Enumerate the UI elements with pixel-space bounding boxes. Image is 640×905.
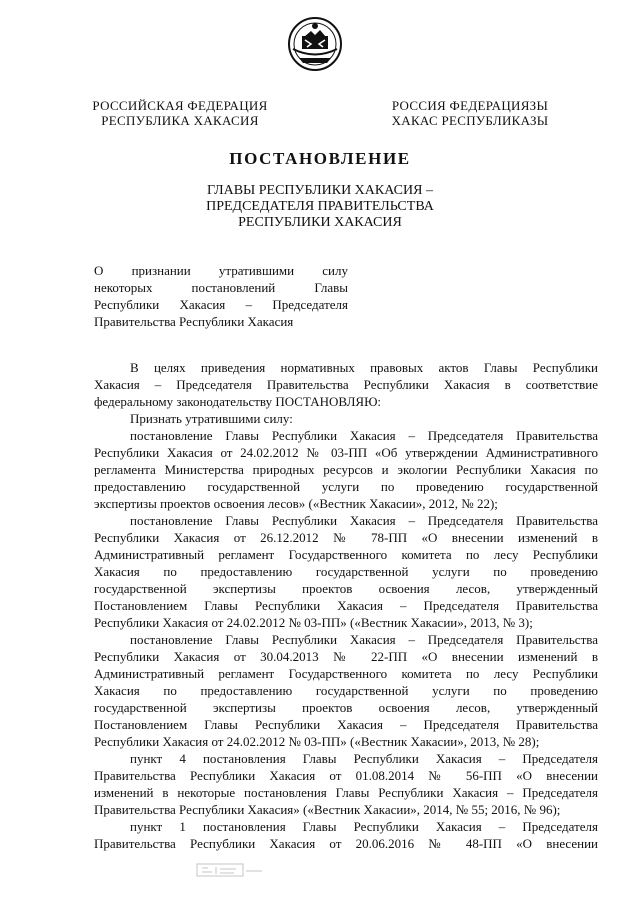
body-line: экспертизы проектов освоения лесов» («Вестник Хакасии», 2012, № 22); [94,496,498,511]
body-line: Республики Хакасия от 30.04.2013 № 22-ПП «О внесении изменений в [94,649,598,664]
body-line: постановление Главы Республики Хакасия – Председателя Правительства [130,428,598,443]
body-line: государственной экспертизы проектов освоения лесов, утвержденный [94,581,598,596]
subject-line: некоторых постановлений Главы [94,280,348,295]
body-line: Признать утратившими силу: [130,411,293,426]
document-subtitle [0,183,640,231]
subtitle-line: РЕСПУБЛИКИ ХАКАСИЯ [238,215,402,230]
faint-stamp [196,862,266,878]
header-left-line-2: РЕСПУБЛИКА ХАКАСИЯ [101,113,259,128]
body-line: Постановлением Главы Республики Хакасия – Председателя Правительства [94,717,598,732]
body-line: Хакасия по предоставлению государственной услуги по проведению [94,564,598,579]
body-line: Правительства Республики Хакасия от 20.06.2016 № 48-ПП «О внесении [94,836,598,851]
coat-of-arms-emblem [287,16,343,72]
body-line: Постановлением Главы Республики Хакасия – Председателя Правительства [94,598,598,613]
subtitle-line: ГЛАВЫ РЕСПУБЛИКИ ХАКАСИЯ – [207,183,433,198]
document-subject [94,262,348,330]
body-line: предоставлению государственной услуги по проведению государственной [94,479,598,494]
body-line: регламента Министерства природных ресурсов и экологии Республики Хакасия по [94,462,598,477]
document-body [94,359,598,852]
body-line: Хакасия по предоставлению государственной услуги по проведению [94,683,598,698]
body-line: В целях приведения нормативных правовых актов Главы Республики [130,360,598,375]
document-title: ПОСТАНОВЛЕНИЕ [229,149,411,168]
header-right-line-2: ХАКАС РЕСПУБЛИКАЗЫ [391,113,549,128]
header-right-khakas [370,98,570,128]
body-line: Республики Хакасия от 24.02.2012 № 03-ПП «Об утверждении Административного [94,445,598,460]
subtitle-line: ПРЕДСЕДАТЕЛЯ ПРАВИТЕЛЬСТВА [206,199,434,214]
body-line: пункт 4 постановления Главы Республики Хакасия – Председателя [130,751,598,766]
body-line: Административный регламент Государственного комитета по лесу Республики [94,547,598,562]
body-line: Хакасия – Председателя Правительства Республики Хакасия в соответствие [94,377,598,392]
body-line: федеральному законодательству ПОСТАНОВЛЯЮ: [94,394,382,409]
body-line: Республики Хакасия от 24.02.2012 № 03-ПП» («Вестник Хакасии», 2013, № 3); [94,615,533,630]
header-right-line-1: РОССИЯ ФЕДЕРАЦИЯЗЫ [391,98,549,113]
header-left-line-1: РОССИЙСКАЯ ФЕДЕРАЦИЯ [92,98,268,113]
subject-line: Республики Хакасия – Председателя [94,297,348,312]
body-line: Республики Хакасия от 24.02.2012 № 03-ПП» («Вестник Хакасии», 2013, № 28); [94,734,540,749]
body-line: Административный регламент Государственного комитета по лесу Республики [94,666,598,681]
header-left-russian [80,98,280,128]
body-line: государственной экспертизы проектов освоения лесов, утвержденный [94,700,598,715]
body-line: Республики Хакасия от 26.12.2012 № 78-ПП «О внесении изменений в [94,530,598,545]
body-line: Правительства Республики Хакасия от 01.08.2014 № 56-ПП «О внесении [94,768,598,783]
body-line: пункт 1 постановления Главы Республики Хакасия – Председателя [130,819,598,834]
body-line: изменений в некоторые постановления Главы Республики Хакасия – Председателя [94,785,598,800]
body-line: постановление Главы Республики Хакасия – Председателя Правительства [130,632,598,647]
body-line: постановление Главы Республики Хакасия – Председателя Правительства [130,513,598,528]
subject-line: Правительства Республики Хакасия [94,314,294,329]
body-line: Правительства Республики Хакасия» («Вестник Хакасии», 2014, № 55; 2016, № 96); [94,802,561,817]
subject-line: О признании утратившими силу [94,263,348,278]
